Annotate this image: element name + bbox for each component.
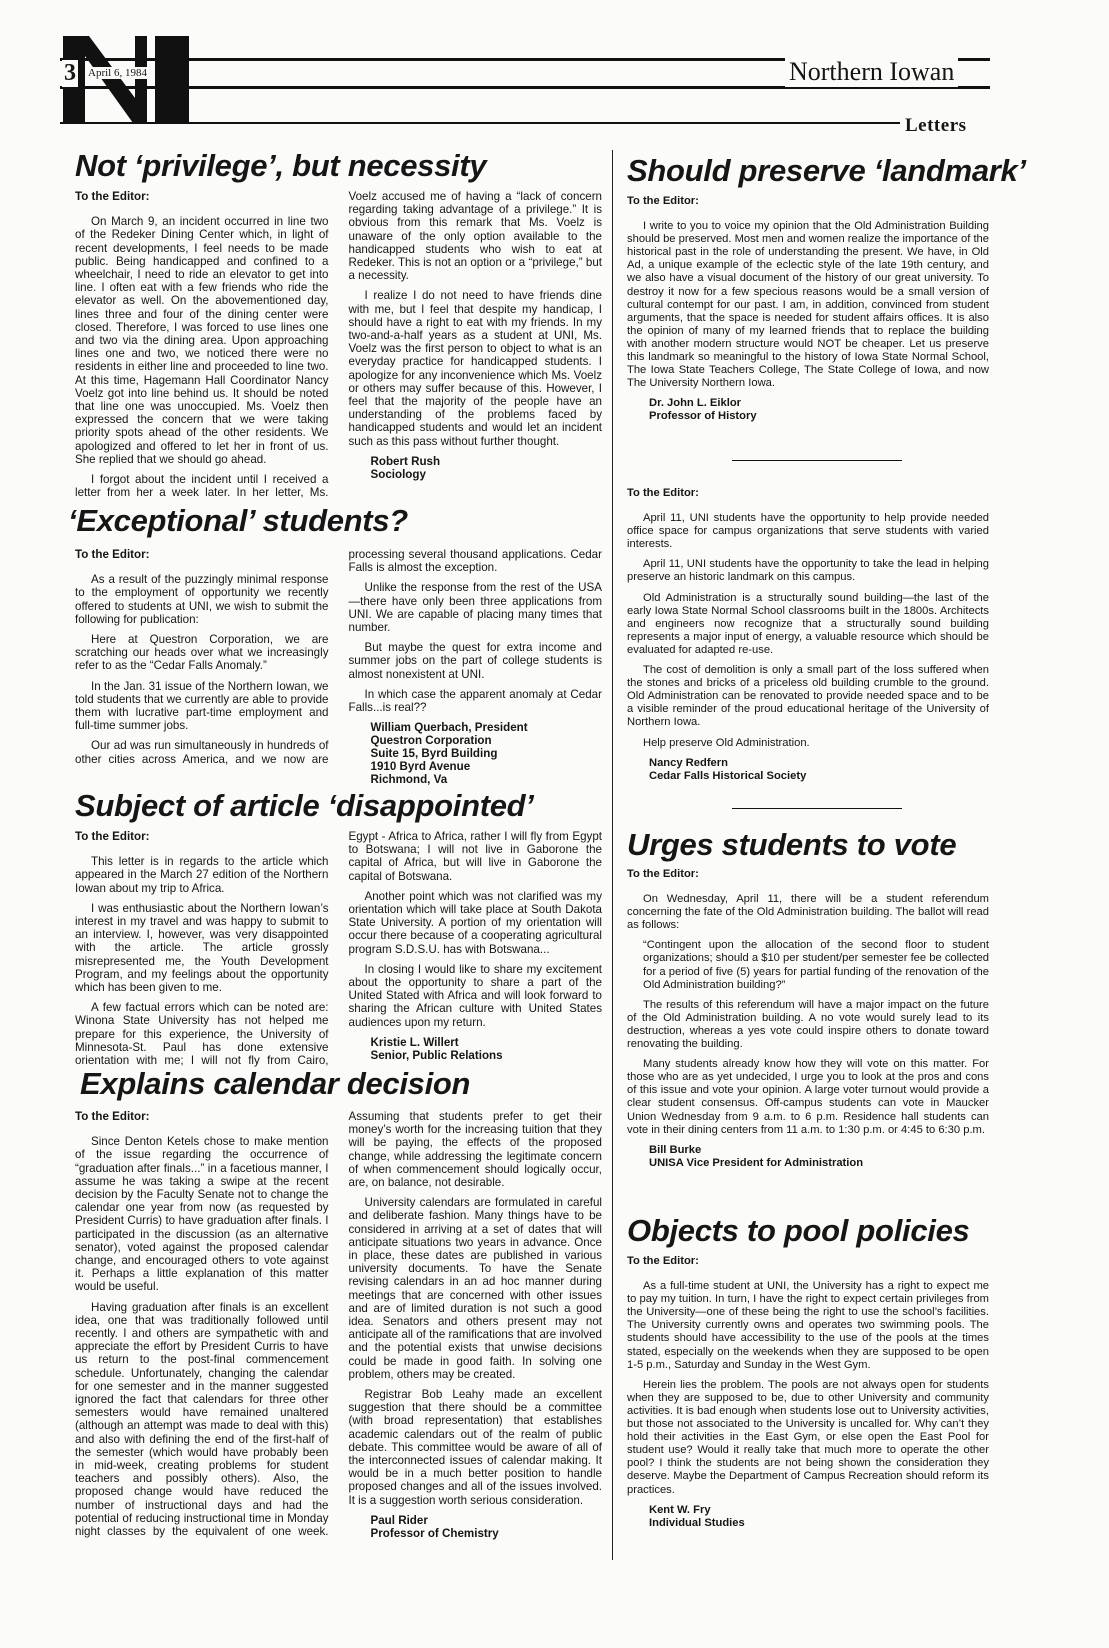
- greeting: To the Editor:: [75, 190, 150, 203]
- headline: Should preserve ‘landmark’: [627, 153, 1026, 188]
- author-name: Robert Rush: [370, 454, 441, 468]
- signature: [371, 1036, 603, 1062]
- author-affiliation: Questron Corporation: [370, 734, 492, 748]
- column-divider: [612, 150, 613, 1560]
- author-name: Bill Burke: [649, 1143, 702, 1156]
- letter-separator: [732, 460, 902, 461]
- author-affiliation: 1910 Byrd Avenue: [370, 760, 471, 774]
- article-body: [627, 868, 989, 1170]
- paragraph: I forgot about the incident until I received a letter from her a week later. In her letter, Ms. Voelz accused me of having a “lack of concern regarding taking advantage of a privilege.” It is obvious from this remark that Ms. Voelz is unaware of the only option available to the handicapped students who wish to eat at Redeker. This is not an option or a “privilege,” but a necessity.: [75, 190, 602, 500]
- author-affiliation: Senior, Public Relations: [370, 1048, 503, 1062]
- author-affiliation: Professor of Chemistry: [370, 1526, 499, 1540]
- greeting: To the Editor:: [627, 868, 699, 880]
- author-name: Dr. John L. Eiklor: [649, 397, 742, 410]
- author-affiliation: Richmond, Va: [370, 773, 448, 787]
- author-affiliation: Suite 15, Byrd Building: [370, 747, 498, 761]
- paper-name: Northern Iowan: [785, 57, 958, 87]
- article-body: [75, 548, 602, 786]
- page-number: 3: [64, 60, 76, 86]
- paragraph: Registrar Bob Leahy made an excellent suggestion that there should be a committee (with broad representation) that establishes academic calendars out of the realm of public debate. This committee would be aware of all of the interconnected issues of calendar making. It would be in a much better position to handle proposed changes and all of the issues involved. It is a suggestion worth serious consideration.: [348, 1388, 602, 1507]
- paragraph: “Contingent upon the allocation of the second floor to student organizations; should a $10 per student/per semester fee be collected for a period of five (5) years for partial funding of the renovation of the Old Administration building?”: [643, 939, 989, 991]
- paragraph: Having graduation after finals is an excellent idea, one that was traditionally followed until recently. I and others are sympathetic with and appreciate the effort by President Curris to have us return to the post-final commencement schedule. Unfortunately, changing the calendar for one semester and in the manner suggested ignored the fact that calendars for three other semesters would have remained unaltered (although an attempt was made to deal with this) and also with defining the end of the first-half of the semester (which would have probably been in mid-week, creating problems for student teachers and possibly others). Also, the proposed change would have reduced the number of instructional days and had the potential of reducing instructional time in Monday night classes by the equivalent of one week. Assuming that students prefer to get their money’s worth for the increasing tuition that they will be paying, the effects of the proposed change, while addressing the legitimate concern of when commencement should logically occur, are, on balance, not desirable.: [75, 1110, 602, 1539]
- paragraph: Herein lies the problem. The pools are not always open for students when they are supposed to be, due to other University and community activities. It is bad enough when students lose out to University activities, but those not associated to the University is uncalled for. Why can’t they hold their activities in the East Gym, or else open the East Pool for student use? Would it really take that much more to operate the other pool? I think the students are not being shown the consideration they deserve. Maybe the Department of Campus Recreation should reform its practices.: [627, 1378, 989, 1496]
- signature: [649, 1504, 989, 1530]
- paragraph: This letter is in regards to the article which appeared in the March 27 edition of the Northern Iowan about my trip to Africa.: [75, 855, 329, 895]
- greeting: To the Editor:: [75, 1110, 150, 1123]
- paragraph: University calendars are formulated in careful and deliberate fashion. Many things have to be considered in arriving at a set of dates that will anticipate situations two years in advance. Once in place, these dates are published in various university documents. To have the Senate revising calendars in an ad hoc manner during meetings that are concerned with other issues and are of limited duration is not such a good idea. Senators and others present may not anticipate all of the ramifications that are involved and the potential exists that unwise decisions could be made in good faith. In solving one problem, others may be created.: [348, 1196, 602, 1381]
- paragraph: Another point which was not clarified was my orientation which will take place at South Dakota State University. A portion of my orientation will occur there because of a cooperating agricultural program S.D.S.U. has with Botswana...: [348, 889, 602, 956]
- article-body: [75, 830, 602, 1067]
- issue-date: April 6, 1984: [88, 67, 147, 79]
- paragraph: But maybe the quest for extra income and summer jobs on the part of college students is almost nonexistent at UNI.: [348, 641, 602, 681]
- section-title: Letters: [905, 115, 967, 136]
- paragraph: In closing I would like to share my excitement about the opportunity to share a part of the United Stated with Africa and will look forward to sharing the African culture with United States audiences upon my return.: [348, 962, 602, 1029]
- author-name: William Querbach, President: [370, 721, 528, 735]
- article-body: [627, 1255, 989, 1530]
- signature: [649, 397, 989, 423]
- headline: Subject of article ‘disappointed’: [75, 788, 534, 823]
- author-name: Nancy Redfern: [649, 756, 728, 769]
- paragraph: On Wednesday, April 11, there will be a student referendum concerning the fate of the Old Administration building. The ballot will read as follows:: [627, 893, 989, 932]
- paragraph: Help preserve Old Administration.: [643, 736, 810, 749]
- greeting: To the Editor:: [75, 830, 150, 843]
- author-name: Kent W. Fry: [649, 1503, 711, 1516]
- author-name: Kristie L. Willert: [370, 1035, 459, 1049]
- paragraph: As a full-time student at UNI, the University has a right to expect me to pay my tuition. In turn, I have the right to expect certain privileges from the University—one of these being the right to use the school’s facilities. The University currently owns and operates two swimming pools. The students should have accessibility to the use of the pools at the times stated, especially on the weekends when they are supposed to be open 1-5 p.m., Saturday and Sunday in the West Gym.: [627, 1280, 989, 1371]
- paragraph: In the Jan. 31 issue of the Northern Iowan, we told students that we currently are able to provide them with lucrative part-time employment and full-time summer jobs.: [75, 679, 329, 733]
- paragraph: In which case the apparent anomaly at Cedar Falls...is real??: [348, 687, 602, 715]
- headline: Objects to pool policies: [627, 1213, 970, 1248]
- greeting: To the Editor:: [627, 195, 699, 207]
- paragraph: On March 9, an incident occurred in line two of the Redeker Dining Center which, in light of recent developments, I feel needs to be made public. Being handicapped and confined to a wheelchair, I need to ride an elevator to get into line. I often eat with a few friends who ride the elevator as well. On the abovementioned day, lines three and four of the dining center were closed. Therefore, I was forced to use lines one and two via the dining area. Upon approaching lines one and two, we noticed there were no residents in either line and proceeded to line two. At this time, Hagemann Hall Coordinator Nancy Voelz got into line behind us. It should be noted that line one was unoccupied. Ms. Voelz then expressed the concern that we were taking priority spots ahead of the other residents. We apologized and offered to let her in front of us. She replied that we should go ahead.: [75, 215, 329, 466]
- paragraph: Old Administration is a structurally sound building—the last of the early Iowa State Normal School classrooms built in the 1800s. Architects and engineers now recognize that a structurally sound building represents a major input of energy, a valuable resource which should be evaluated for adapted re-use.: [627, 591, 989, 656]
- author-affiliation: Individual Studies: [649, 1516, 745, 1529]
- greeting: To the Editor:: [627, 487, 699, 499]
- greeting: To the Editor:: [627, 1255, 699, 1267]
- author-affiliation: UNISA Vice President for Administration: [649, 1156, 864, 1169]
- author-affiliation: Professor of History: [649, 410, 757, 423]
- article-body: [75, 190, 602, 499]
- paragraph: The cost of demolition is only a small part of the loss suffered when the stones and bricks of a priceless old building crumble to the ground. Old Administration can be renovated to provide needed space and to be a visible reminder of the proud educational heritage of the University of Northern Iowa.: [627, 664, 989, 729]
- author-name: Paul Rider: [370, 1513, 428, 1527]
- signature: [649, 757, 989, 783]
- paragraph: April 11, UNI students have the opportunity to take the lead in helping preserve an historic landmark on this campus.: [627, 558, 989, 584]
- headline: ‘Exceptional’ students?: [68, 503, 408, 538]
- paragraph: As a result of the puzzingly minimal response to the employment of opportunity we recently offered to students at UNI, we wish to submit the following for publication:: [75, 573, 329, 626]
- article-body: [627, 487, 989, 783]
- paragraph: Many students already know how they will vote on this matter. For those who are as yet undecided, I urge you to look at the pros and cons of this issue and vote your opinion. A large voter turnout would provide a clear student consensus. Off-campus students can vote in Maucker Union Wednesday from 9 a.m. to 6 p.m. Residence hall students can vote in their dining centers from 11 a.m. to 1:30 p.m. or 4:45 to 6:30 p.m.: [627, 1058, 989, 1136]
- letter-separator: [732, 808, 902, 809]
- signature: [649, 1144, 989, 1170]
- author-affiliation: Cedar Falls Historical Society: [649, 769, 807, 782]
- author-affiliation: Sociology: [370, 467, 426, 481]
- signature: [371, 455, 603, 481]
- headline: Urges students to vote: [627, 827, 957, 862]
- signature: [371, 721, 603, 786]
- greeting: To the Editor:: [75, 548, 150, 561]
- paragraph: I was enthusiastic about the Northern Iowan’s interest in my travel and was happy to submit to an interview. I, however, was very disappointed with the article. The article grossly misrepresented me, the Youth Development Program, and my feelings about the opportunity which has been given to me.: [75, 901, 329, 995]
- article-body: [75, 1110, 602, 1540]
- headline: Explains calendar decision: [80, 1066, 471, 1101]
- signature: [371, 1514, 603, 1540]
- paragraph: A few factual errors which can be noted are: Winona State University has not helped me prepare for this experience, the University of Minnesota-St. Paul has done extensive orientation with me; I will not fly from Cairo, Egypt - Africa to Africa, rather I will fly from Egypt to Botswana; I will not live in Gaborone the capital of Africa, but will live in Gaborone the capital of Botswana.: [75, 830, 602, 1068]
- paragraph: I write to you to voice my opinion that the Old Administration Building should be preserved. Most men and women realize the importance of the historical past in the role of understanding the present. We have, in Old Ad, a unique example of the eclectic style of the late 19th century, and we also have a visual document of the history of our great university. To destroy it now for a few specious reasons would be a small version of cultural contempt for our past. I am, in addition, convinced from student arguments, that the space is needed for student affairs offices. It is also the opinion of many of my learned friends that to replace the building with another modern structure would NOT be cheaper. Let us preserve this landmark so meaningful to the history of Iowa State Normal School, The Iowa State Teachers College, The State College of Iowa, and now The University Northern Iowa.: [627, 220, 989, 390]
- section-rule: [60, 122, 900, 124]
- article-body: [627, 195, 989, 423]
- paragraph: The results of this referendum will have a major impact on the future of the Old Administration building. A no vote would surely lead to its destruction, whereas a yes vote could inspire others to donate toward renovating the building.: [627, 998, 989, 1051]
- paragraph: Since Denton Ketels chose to make mention of the issue regarding the occurrence of “graduation after finals...” in a facetious manner, I assume he was taking a swipe at the recent decision by the Faculty Senate not to change the calendar one year from now (as requested by President Curris) to have graduation after finals. I participated in the discussion (as an alternative senator), voted against the proposed calendar change, and encouraged others to vote against it. Perhaps a little explanation of this matter would be useful.: [75, 1135, 329, 1294]
- paragraph: Our ad was run simultaneously in hundreds of other cities across America, and we now are processing several thousand applications. Cedar Falls is almost the exception.: [75, 548, 602, 766]
- paragraph: I realize I do not need to have friends dine with me, but I feel that despite my handicap, I should have a right to eat with my friends. In my two-and-a-half years as a student at UNI, Ms. Voelz was the first person to object to what is an everyday practice for handicapped students. I apologize for any inconvenience which Ms. Voelz or others may suffer because of this. However, I feel that the majority of the people have an understanding of the problems faced by handicapped students and would let an incident such as this pass without further thought.: [348, 289, 602, 448]
- paragraph: Here at Questron Corporation, we are scratching our heads over what we increasingly refer to as the “Cedar Falls Anomaly.”: [75, 633, 329, 673]
- paragraph: April 11, UNI students have the opportunity to help provide needed office space for campus organizations that serve students with varied interests.: [627, 512, 989, 551]
- paragraph: Unlike the response from the rest of the USA—there have only been three applications from UNI. We are capable of placing many times that number.: [348, 581, 602, 635]
- headline: Not ‘privilege’, but necessity: [75, 148, 487, 183]
